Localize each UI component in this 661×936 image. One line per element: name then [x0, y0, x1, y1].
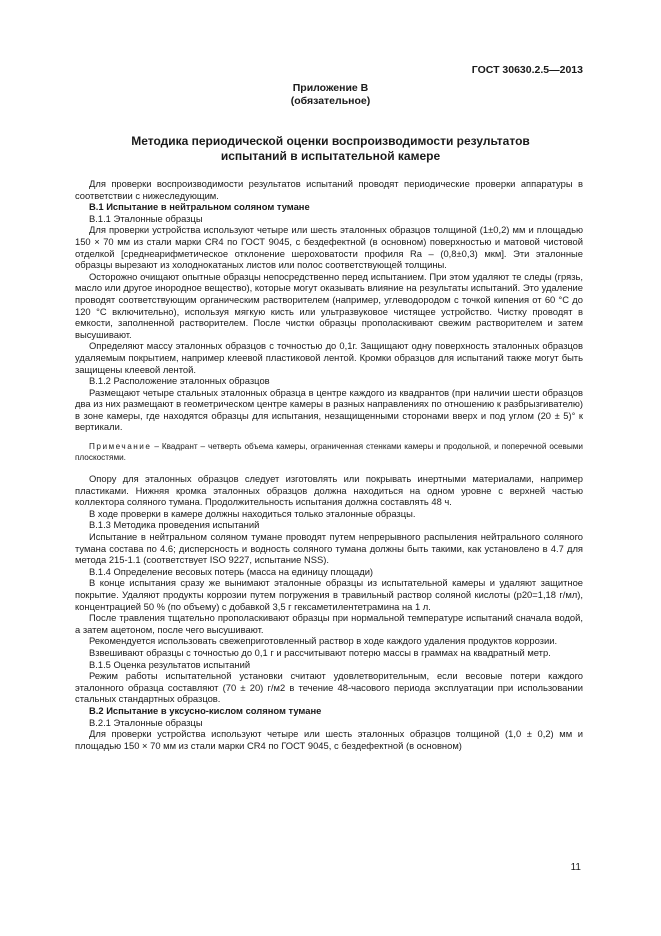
paragraph: Режим работы испытательной установки считают удовлетворительным, если весовые потери каждого эталонного образца составляют (70 ± 20) г/м2 в течение 48-часового периода эксплуатации при использовании стальных стандартных образцов.: [75, 670, 583, 705]
standard-designation: ГОСТ 30630.2.5—2013: [471, 64, 583, 76]
paragraph: Рекомендуется использовать свежеприготовленный раствор в ходе каждого удаления продуктов коррозии.: [89, 635, 558, 647]
paragraph: Для проверки устройства используют четыре или шесть эталонных образцов толщиной (1±0,2) мм и площадью 150 × 70 мм из стали марки CR4 по ГОСТ 9045, с бездефектной (в основном) поверхностью и матовой чистовой отделкой [среднеарифметическое отклонение шероховатости профиля Ra – (0,8±0,3) мкм]. Эти эталонные образцы вырезают из холоднокатаных листов или полос соответствующей толщины.: [75, 224, 583, 271]
subsection-heading: В.1.5 Оценка результатов испытаний: [89, 658, 251, 670]
page-number: 11: [570, 862, 581, 873]
paragraph: Для проверки устройства используют четыре или шесть эталонных образцов толщиной (1,0 ± 0,2) мм и площадью 150 × 70 мм из стали марки CR4 по ГОСТ 9045, с бездефектной (в основном): [75, 728, 583, 751]
note-label: Примечание: [89, 442, 152, 452]
subsection-heading: В.1.2 Расположение эталонных образцов: [89, 375, 270, 387]
paragraph: Взвешивают образцы с точностью до 0,1 г и рассчитывают потерю массы в граммах на квадратный метр.: [89, 646, 551, 658]
paragraph: После травления тщательно прополаскивают образцы при нормальной температуре испытаний сначала водой, а затем ацетоном, после чего высушивают.: [75, 612, 583, 635]
annex-heading: [0, 82, 661, 108]
section-heading: В.2 Испытание в уксусно-кислом соляном тумане: [89, 704, 322, 716]
title-line-1: Методика периодической оценки воспроизводимости результатов: [131, 134, 530, 148]
paragraph: Опору для эталонных образцов следует изготовлять или покрывать инертными материалами, например пластиками. Нижняя кромка эталонных образцов должна находиться на одном уровне с верхней частью коллектора соляного тумана. Продолжительность испытания должна составлять 48 ч.: [75, 473, 583, 508]
subsection-heading: В.2.1 Эталонные образцы: [89, 716, 203, 728]
paragraph: В ходе проверки в камере должны находиться только эталонные образцы.: [89, 507, 416, 519]
paragraph: В конце испытания сразу же вынимают эталонные образцы из испытательной камеры и удаляют защитное покрытие. Удаляют продукты коррозии путем погружения в травильный раствор соляной кислоты (р20=1,18 г/мл), концентрацией 50 % (по объему) с добавкой 3,5 г гексаметилентетрамина на 1 л.: [75, 577, 583, 612]
paragraph: Размещают четыре стальных эталонных образца в центре каждого из квадрантов (при наличии шести образцов два из них размещают в геометрическом центре камеры в разных направлениях по отношению к разбрызгивателю) в зоне камеры, где находятся образцы для испытания, незащищенными сторонами вверх и под углом (20 ± 5)° к вертикали.: [75, 386, 583, 433]
note-text: – Квадрант – четверть объема камеры, ограниченная стенками камеры и продольной, и поперечной осевыми плоскостями.: [75, 442, 583, 463]
subsection-heading: В.1.3 Методика проведения испытаний: [89, 519, 260, 531]
subsection-heading: В.1.4 Определение весовых потерь (масса на единицу площади): [89, 565, 374, 577]
document-body: [75, 178, 583, 751]
annex-main-title: [60, 134, 601, 164]
annex-status: (обязательное): [290, 95, 371, 107]
paragraph: Испытание в нейтральном соляном тумане проводят путем непрерывного распыления нейтрального соляного тумана состава по 4.6; дисперсность и водность соляного тумана должны быть такими, как установлено в 4.7 для метода 215-1.1 (соответствует ISO 9227, испытание NSS).: [75, 531, 583, 566]
note: [75, 441, 583, 463]
paragraph: Для проверки воспроизводимости результатов испытаний проводят периодические проверки аппаратуры в соответствии с нижеследующим.: [75, 178, 583, 201]
section-heading: В.1 Испытание в нейтральном соляном тумане: [89, 201, 310, 213]
annex-title: Приложение В: [292, 82, 369, 94]
title-line-2: испытаний в испытательной камере: [220, 149, 441, 163]
paragraph: Определяют массу эталонных образцов с точностью до 0,1г. Защищают одну поверхность эталонных образцов удаляемым покрытием, например клеевой пластиковой лентой. Кромки образцов для испытаний также могут быть защищены клеевой лентой.: [75, 340, 583, 375]
paragraph: Осторожно очищают опытные образцы непосредственно перед испытанием. При этом удаляют те следы (грязь, масло или другое инородное вещество), которые могут оказывать влияние на результаты испытаний. Это удаление проводят соответствующим органическим растворителем (например, углеводородом с точкой кипения от 60 °С до 120 °С включительно), используя мягкую кисть или ультразвуковое чистящее устройство. Чистку проводят в емкости, заполненной растворителем. После чистки образцы прополаскивают свежим растворителем и затем высушивают.: [75, 270, 583, 340]
subsection-heading: В.1.1 Эталонные образцы: [89, 212, 203, 224]
